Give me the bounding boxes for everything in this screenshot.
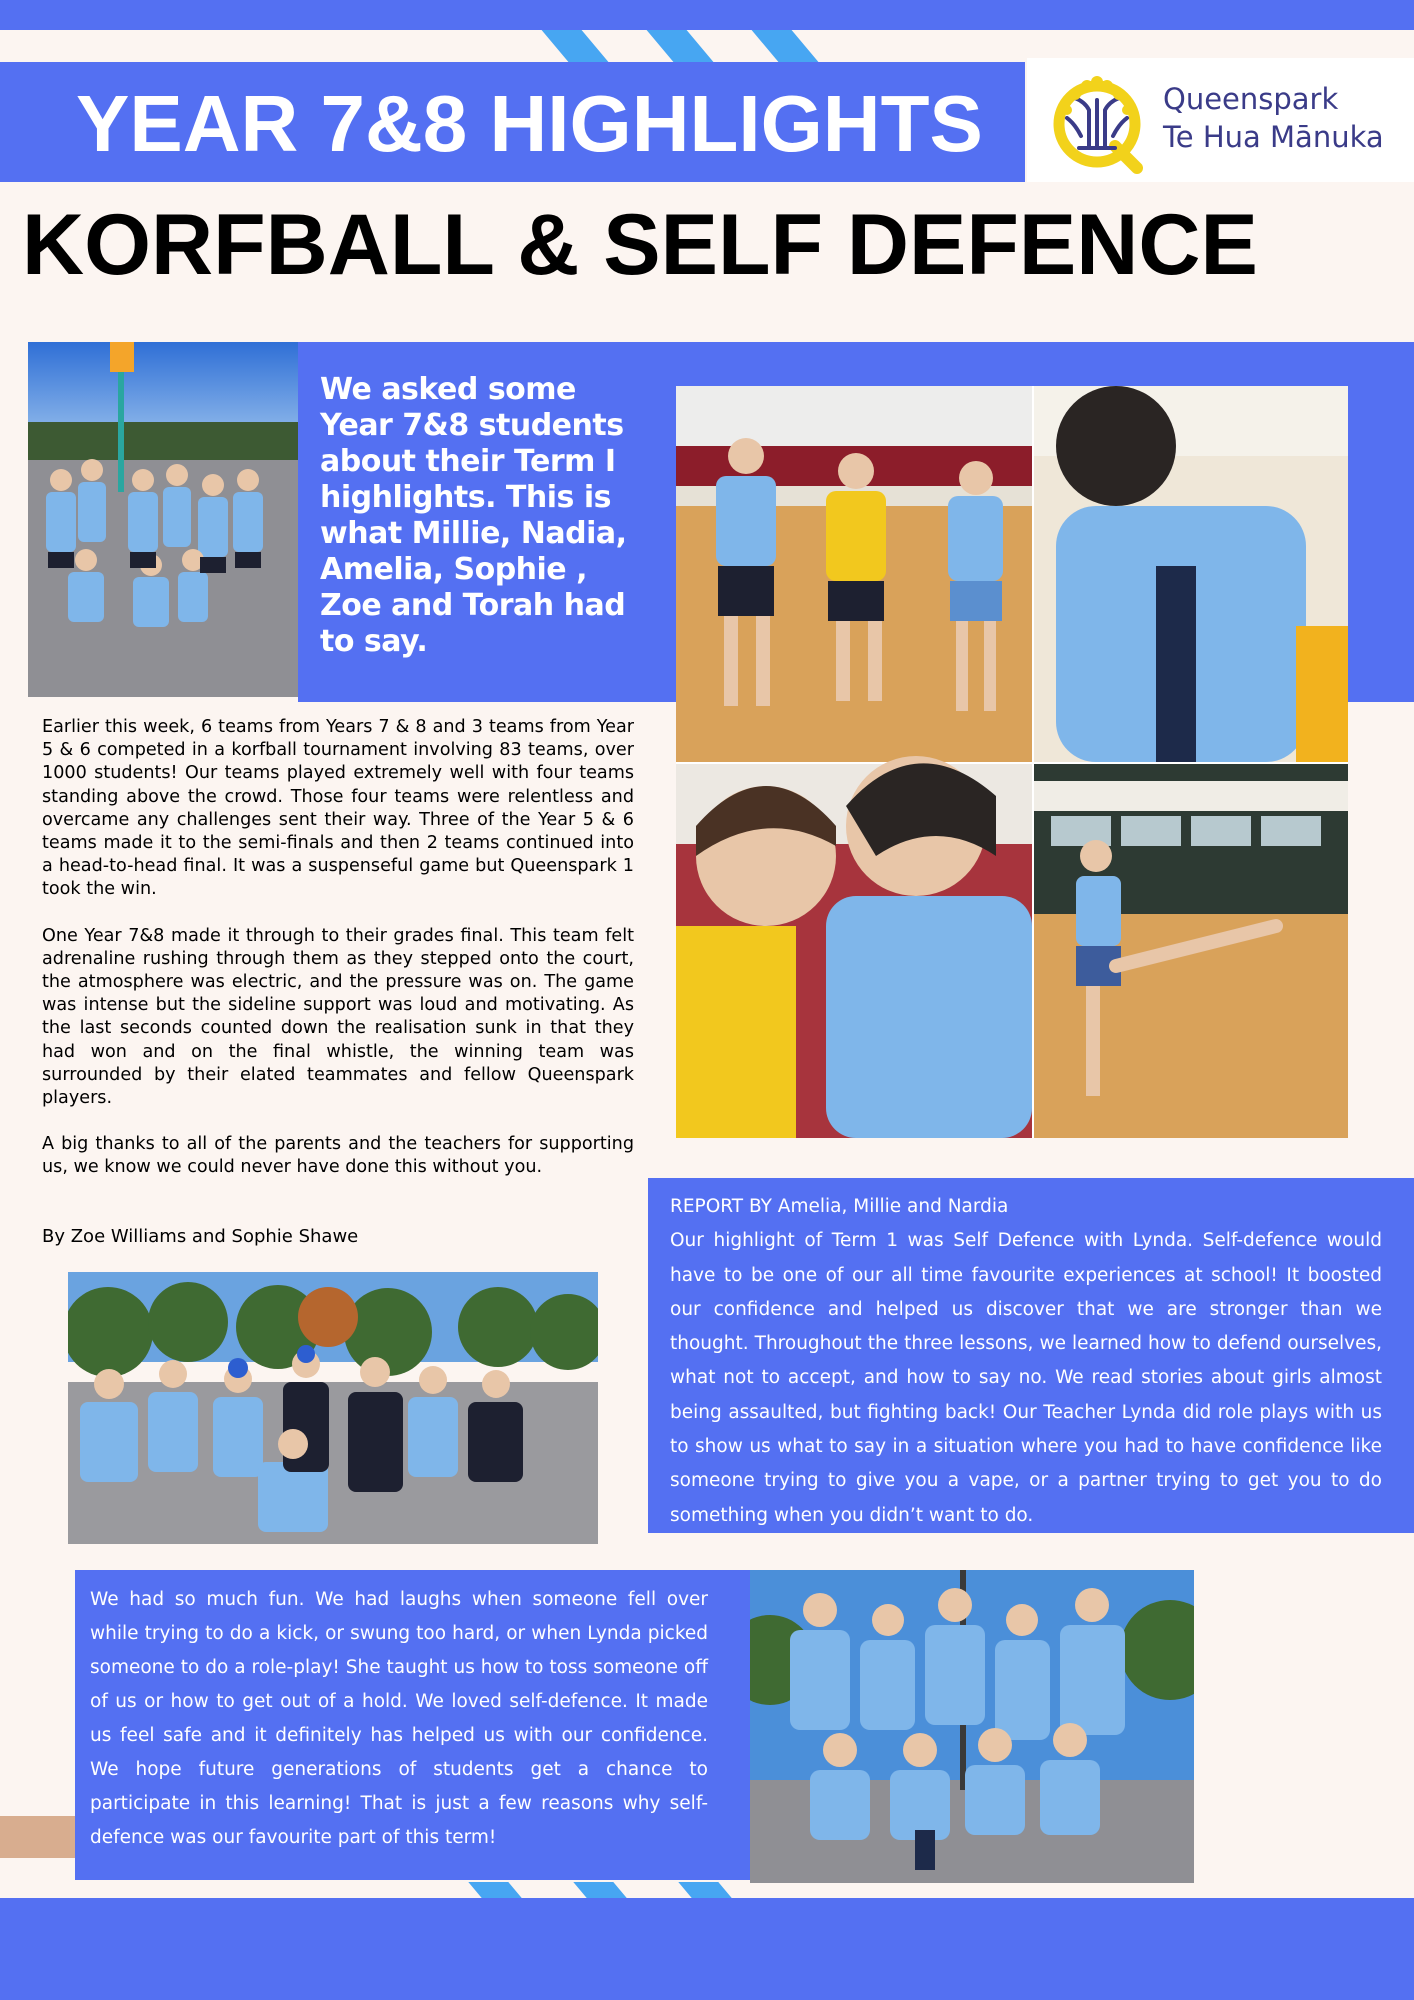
korfball-group-photo <box>68 1272 598 1544</box>
page-header-title: YEAR 7&8 HIGHLIGHTS <box>76 79 983 168</box>
article-paragraph: One Year 7&8 made it through to their grades final. This team felt adrenaline rushing through them as they stepped onto the court, the atmosphere was electric, and the pressure was on. The game was intense but the sideline support was loud and motivating. As the last seconds counted down the realisation sunk in that they had won and on the final whistle, the winning team was surrounded by their elated teammates and fellow Queenspark players. <box>42 925 634 1109</box>
self-defence-collage <box>676 386 1348 1138</box>
fun-text: We had so much fun. We had laughs when someone fell over while trying to do a kick, or swung too hard, or when Lynda picked someone to do a role-play! She taught us how to toss someone off of us or how to get out of a hold. We loved self-defence. It made us feel safe and it definitely has helped us with our confidence. We hope future generations of students get a chance to participate in this learning! That is just a few reasons why self-defence was our favourite part of this term! <box>90 1589 708 1848</box>
bottom-color-bar <box>0 1898 1414 2000</box>
korfball-team-photo <box>28 342 298 697</box>
main-title: KORFBALL & SELF DEFENCE <box>22 197 1258 293</box>
logo-line-2: Te Hua Mānuka <box>1163 120 1384 154</box>
top-color-bar <box>0 0 1414 30</box>
report-body: Our highlight of Term 1 was Self Defence with Lynda. Self-defence would have to be one of our all time favourite experiences at school! It boosted our confidence and helped us discover that we are stronger than we thought. Throughout the three lessons, we learned how to defend ourselves, what not to accept, and how to say no. We read stories about girls almost being assaulted, but fighting back! Our Teacher Lynda did role plays with us to show us what to say in a situation where you had to have confidence like someone trying to give you a vape, or a partner trying to get you to do something when you didn’t want to do. <box>670 1230 1382 1526</box>
trophy-group-photo <box>750 1570 1194 1883</box>
report-heading: REPORT BY Amelia, Millie and Nardia <box>670 1196 1009 1217</box>
accent-tan-block <box>0 1816 75 1858</box>
school-logo <box>1027 58 1414 182</box>
bottom-stripes <box>0 1882 1414 1898</box>
intro-text: We asked some Year 7&8 students about their Term I highlights. This is what Millie, Nadia, Amelia, Sophie , Zoe and Torah had to say. <box>320 372 627 659</box>
logo-line-1: Queenspark <box>1163 82 1339 116</box>
report-text <box>670 1190 1382 1533</box>
article-byline: By Zoe Williams and Sophie Shawe <box>42 1226 359 1247</box>
article-body <box>42 716 634 1203</box>
article-paragraph: Earlier this week, 6 teams from Years 7 & 8 and 3 teams from Year 5 & 6 competed in a korfball tournament involving 83 teams, over 1000 students! Our teams played extremely well with four teams standing above the crowd. Those four teams were relentless and overcame any challenges sent their way. Three of the Year 5 & 6 teams made it to the semi-finals and then 2 teams continued into a head-to-head final. It was a suspenseful game but Queenspark 1 took the win. <box>42 717 634 900</box>
article-paragraph: A big thanks to all of the parents and the teachers for supporting us, we know we could never have done this without you. <box>42 1134 634 1178</box>
tree-q-logo-icon <box>1045 66 1155 176</box>
